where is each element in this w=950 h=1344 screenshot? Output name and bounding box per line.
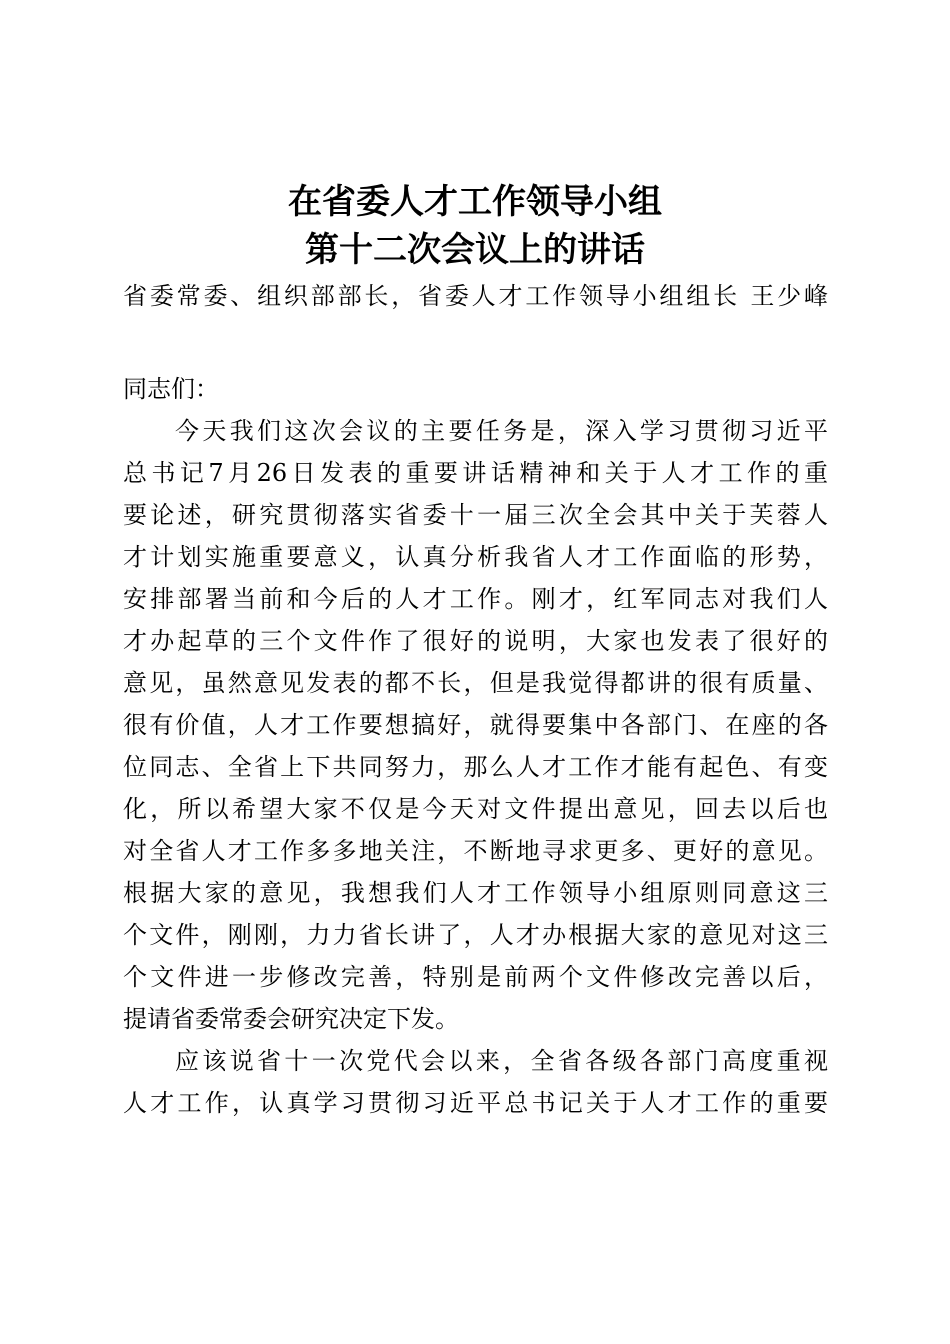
author-byline: 省委常委、组织部部长，省委人才工作领导小组组长 王少峰 — [123, 282, 828, 310]
paragraph-2 — [123, 1040, 828, 1124]
text-line: 位同志、全省上下共同努力，那么人才工作才能有起色、有变 — [123, 753, 828, 781]
text-line: 意见，虽然意见发表的都不长，但是我觉得都讲的很有质量、 — [123, 669, 828, 697]
text-line: 安排部署当前和今后的人才工作。刚才，红军同志对我们人 — [123, 585, 828, 613]
salutation: 同志们： — [123, 375, 219, 403]
text-line: 很有价值，人才工作要想搞好，就得要集中各部门、在座的各 — [123, 711, 828, 739]
text-line: 根据大家的意见，我想我们人才工作领导小组原则同意这三 — [123, 879, 828, 907]
text-line: 化，所以希望大家不仅是今天对文件提出意见，回去以后也 — [123, 795, 828, 823]
text-line: 要论述，研究贯彻落实省委十一届三次全会其中关于芙蓉人 — [123, 501, 828, 529]
text-line: 才计划实施重要意义，认真分析我省人才工作面临的形势， — [123, 543, 828, 571]
text-line: 对全省人才工作多多地关注，不断地寻求更多、更好的意见。 — [123, 837, 828, 865]
text-line: 今天我们这次会议的主要任务是，深入学习贯彻习近平 — [175, 417, 828, 445]
text-line: 应该说省十一次党代会以来，全省各级各部门高度重视 — [175, 1047, 828, 1075]
paragraph-1 — [123, 410, 828, 1040]
text-line: 才办起草的三个文件作了很好的说明，大家也发表了很好的 — [123, 627, 828, 655]
text-line: 个文件进一步修改完善，特别是前两个文件修改完善以后， — [123, 963, 828, 991]
text-line: 提请省委常委会研究决定下发。 — [123, 1005, 459, 1033]
title-line-1: 在省委人才工作领导小组 — [288, 182, 662, 222]
text-line: 总书记7月26日发表的重要讲话精神和关于人才工作的重 — [123, 459, 828, 487]
text-line: 个文件，刚刚，力力省长讲了，人才办根据大家的意见对这三 — [123, 921, 828, 949]
text-line: 人才工作，认真学习贯彻习近平总书记关于人才工作的重要 — [123, 1089, 828, 1117]
document-title — [0, 178, 950, 274]
title-line-2: 第十二次会议上的讲话 — [305, 230, 645, 270]
document-body — [123, 368, 828, 1124]
